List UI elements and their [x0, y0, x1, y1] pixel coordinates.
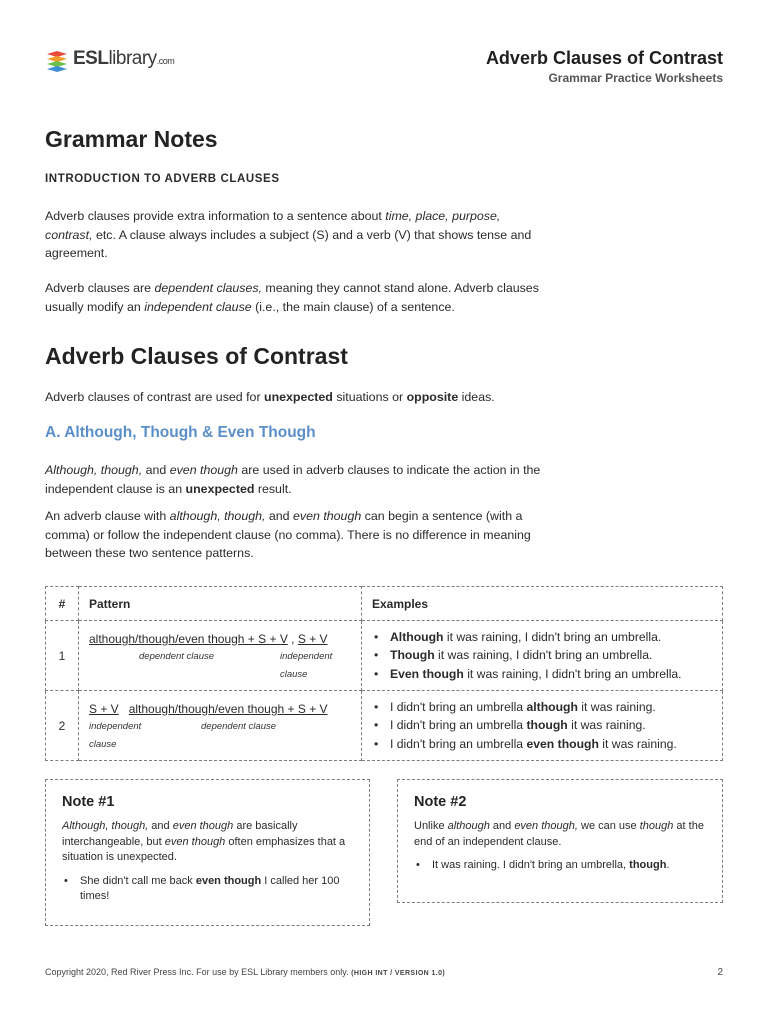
bold-run: unexpected: [264, 390, 333, 404]
logo-esl: ESL: [73, 48, 109, 69]
pattern-separator: [119, 702, 129, 716]
grammar-notes-heading: Grammar Notes: [45, 126, 218, 152]
text-run: it was raining, I didn't bring an umbrella.: [434, 648, 653, 663]
list-item: [62, 874, 353, 905]
text-run: I didn't bring an umbrella: [390, 699, 527, 714]
text-run: result.: [254, 481, 292, 496]
bold-run: though: [629, 859, 667, 871]
bold-run: Even though: [390, 666, 464, 681]
subsection-a-paragraph-2: [45, 507, 545, 563]
bold-run: opposite: [406, 390, 459, 404]
text-run: and: [142, 463, 170, 477]
text-run: it was raining, I didn't bring an umbrella.: [463, 666, 682, 681]
italic-run: although: [447, 820, 490, 832]
intro-paragraph-1: [45, 207, 545, 263]
text-run: often emphasizes that a situation is unexpected.: [62, 835, 346, 863]
list-item: [414, 858, 706, 874]
label-dependent-clause: dependent clause: [201, 720, 277, 732]
italic-run: though: [639, 820, 674, 832]
pattern-dependent: although/though/even though + S + V: [128, 701, 328, 716]
level-tag: (HIGH INT / VERSION 1.0): [351, 970, 446, 977]
pattern-labels: [89, 648, 351, 682]
text-run: etc. A clause always includes a subject (S) and a verb (V) that shows tense and agreement.: [45, 227, 532, 260]
italic-run: dependent clauses,: [154, 281, 262, 295]
intro-subheading: INTRODUCTION TO ADVERB CLAUSES: [45, 173, 280, 185]
table-row: [46, 691, 723, 761]
bold-run: Though: [390, 648, 435, 663]
pattern-dependent: although/though/even though + S + V: [89, 631, 288, 646]
list-item: [372, 665, 712, 684]
list-item: [372, 628, 712, 647]
pattern-labels: [89, 718, 351, 752]
text-run: situations or: [332, 390, 407, 404]
worksheet-title: Adverb Clauses of Contrast: [485, 48, 723, 68]
italic-run: independent clause: [144, 299, 252, 314]
text-run: Adverb clauses are: [45, 281, 155, 295]
subsection-a-paragraph-1: [45, 461, 545, 498]
bold-run: even though: [195, 874, 262, 887]
italic-run: even though: [172, 820, 234, 832]
note-2-title: Note #2: [414, 794, 467, 810]
italic-run: even though: [164, 835, 226, 848]
pattern-independent: S + V: [89, 701, 119, 716]
row-number: 1: [46, 621, 79, 691]
text-run: She didn't call me back: [80, 874, 196, 887]
text-run: An adverb clause with: [45, 509, 170, 523]
pattern-cell: [79, 621, 362, 691]
bold-run: unexpected: [185, 481, 255, 496]
italic-run: although, though,: [169, 509, 266, 523]
text-run: and: [265, 509, 294, 523]
header-num: #: [46, 587, 79, 621]
text-run: it was raining.: [598, 736, 677, 751]
pattern-separator: ,: [287, 631, 298, 646]
text-run: are basically interchangeable, but: [62, 820, 298, 848]
table-header-row: [46, 587, 723, 621]
examples-list: [372, 628, 712, 684]
text-run: can begin a sentence (with a comma) or follow the independent clause (no comma). There is no difference in meaning between these two sentence patterns.: [45, 509, 531, 560]
page-number: 2: [717, 967, 723, 978]
note-1-box: [45, 779, 370, 926]
book-stack-icon: [45, 50, 69, 72]
pattern-table: [45, 586, 723, 761]
italic-run: Although, though,: [45, 463, 143, 477]
italic-run: time, place, purpose, contrast,: [45, 209, 501, 242]
logo-wordmark: [73, 48, 174, 72]
list-item: [372, 698, 712, 717]
intro-paragraph-2: [45, 279, 545, 316]
pattern-formula: [89, 630, 351, 648]
bold-run: though: [526, 718, 568, 733]
page-header: [45, 44, 723, 90]
bold-run: Although: [390, 629, 444, 644]
italic-run: even though,: [514, 820, 578, 832]
logo-com: .com: [156, 56, 175, 66]
text-run: Adverb clauses provide extra information to a sentence about: [45, 209, 386, 223]
text-run: and: [148, 820, 173, 832]
note-1-bullets: [62, 874, 353, 905]
text-run: I didn't bring an umbrella: [390, 718, 527, 733]
text-run: (i.e., the main clause) of a sentence.: [251, 299, 455, 314]
table-row: [46, 621, 723, 691]
text-run: it was raining.: [577, 699, 656, 714]
subsection-a-heading: A. Although, Though & Even Though: [45, 424, 316, 441]
text-run: Unlike: [414, 820, 448, 832]
text-run: ideas.: [458, 390, 495, 404]
text-run: are used in adverb clauses to indicate the action in the independent clause is an: [45, 463, 541, 496]
pattern-cell: [79, 691, 362, 761]
pattern-formula: [89, 700, 351, 718]
list-item: [372, 735, 712, 754]
pattern-independent: S + V: [297, 631, 328, 646]
label-dependent-clause: dependent clause: [139, 650, 215, 662]
examples-cell: [362, 621, 723, 691]
list-item: [372, 646, 712, 665]
text-run: I called her 100 times!: [80, 874, 340, 902]
header-examples: Examples: [362, 587, 723, 621]
note-2-text: [414, 819, 706, 850]
examples-list: [372, 698, 712, 754]
contrast-heading: Adverb Clauses of Contrast: [45, 343, 348, 369]
text-run: and: [489, 820, 515, 832]
italic-run: even though: [169, 463, 238, 477]
text-run: it was raining, I didn't bring an umbrella.: [443, 629, 662, 644]
list-item: [372, 716, 712, 735]
label-independent-clause: independent clause: [89, 720, 142, 750]
text-run: meaning they cannot stand alone. Adverb clauses usually modify an: [45, 281, 539, 314]
esl-library-logo: [45, 46, 174, 72]
contrast-intro: [45, 388, 645, 407]
label-independent-clause: independent clause: [280, 650, 333, 680]
text-run: .: [666, 859, 670, 871]
note-2-box: [397, 779, 723, 903]
text-run: we can use: [577, 820, 640, 832]
bold-run: even though: [526, 736, 599, 751]
logo-library: library: [108, 48, 157, 69]
row-number: 2: [46, 691, 79, 761]
examples-cell: [362, 691, 723, 761]
text-run: It was raining. I didn't bring an umbrella,: [432, 859, 630, 871]
text-run: it was raining.: [567, 718, 646, 733]
italic-run: Although, though,: [62, 820, 149, 832]
italic-run: even though: [293, 509, 362, 523]
bold-run: although: [526, 699, 578, 714]
text-run: Adverb clauses of contrast are used for: [45, 390, 265, 404]
copyright-text: Copyright 2020, Red River Press Inc. For use by ESL Library members only.: [45, 967, 349, 977]
note-1-title: Note #1: [62, 794, 115, 810]
worksheet-subtitle: Grammar Practice Worksheets: [548, 71, 723, 85]
note-2-bullets: [414, 858, 706, 874]
note-1-text: [62, 819, 353, 866]
header-pattern: Pattern: [79, 587, 362, 621]
text-run: I didn't bring an umbrella: [390, 736, 527, 751]
page-footer: [45, 967, 723, 977]
text-run: at the end of an independent clause.: [414, 820, 704, 848]
